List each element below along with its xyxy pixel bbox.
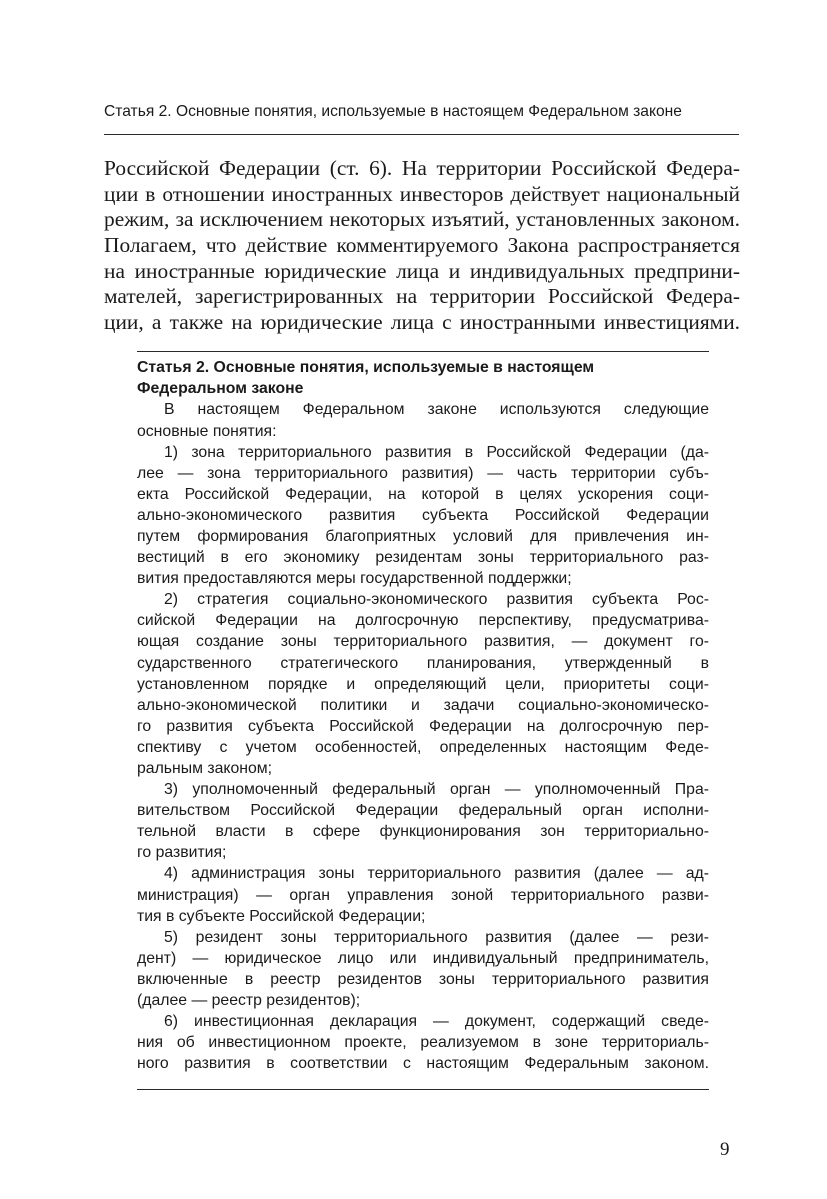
commentary-paragraph <box>104 156 740 336</box>
article-line: дент) — юридическое лицо или индивидуальный предприниматель, <box>137 949 709 967</box>
article-line: установленном порядке и определяющий цели, приоритеты соци- <box>137 675 709 693</box>
article-line: ально-экономической политики и задачи социально-экономическо- <box>137 696 709 714</box>
article-line: включенные в реестр резидентов зоны территориального развития <box>137 970 709 988</box>
article-line: екта Российской Федерации, на которой в целях ускорения соци- <box>137 485 709 503</box>
paragraph-line: Российской Федерации (ст. 6). На территории Российской Федера- <box>104 156 740 180</box>
article-line: тия в субъекте Российской Федерации; <box>137 907 426 925</box>
article-item-5 <box>137 927 709 1011</box>
article-line: сударственного стратегического планирования, утвержденный в <box>137 654 709 672</box>
article-intro <box>137 399 709 441</box>
article-item-2 <box>137 589 709 779</box>
article-item-1 <box>137 442 709 590</box>
article-item-3 <box>137 779 709 863</box>
paragraph-line: ции, а также на юридические лица с иностранными инвестициями. <box>104 310 740 335</box>
article-line: го развития субъекта Российской Федерации на долгосрочную пер- <box>137 717 709 735</box>
running-header: Статья 2. Основные понятия, используемые в настоящем Федеральном законе <box>104 103 682 120</box>
article-line: 1) зона территориального развития в Российской Федерации (да- <box>164 443 709 461</box>
article-line: ющая создание зоны территориального развития, — документ го- <box>137 633 709 651</box>
article-line: 3) уполномоченный федеральный орган — уполномоченный Пра- <box>164 781 709 799</box>
paragraph-line: ции в отношении иностранных инвесторов действует национальный <box>104 181 740 206</box>
article-text <box>137 357 709 1074</box>
article-line: спективу с учетом особенностей, определенных настоящим Феде- <box>137 738 709 756</box>
paragraph-line: на иностранные юридические лица и индивидуальных предприни- <box>104 258 740 283</box>
article-line: 2) стратегия социально-экономического развития субъекта Рос- <box>164 591 709 609</box>
article-line: (далее — реестр резидентов); <box>137 992 361 1010</box>
article-title-line: Статья 2. Основные понятия, используемые в настоящем <box>137 359 595 376</box>
paragraph-line: мателей, зарегистрированных на территории Российской Федера- <box>104 284 740 309</box>
article-line: 6) инвестиционная декларация — документ, содержащий сведе- <box>164 1013 709 1031</box>
article-line: вития предоставляются меры государственной поддержки; <box>137 570 572 588</box>
page-number: 9 <box>720 1139 730 1160</box>
paragraph-line: режим, за исключением некоторых изъятий, установленных законом. <box>104 207 740 232</box>
article-line: го развития; <box>137 844 227 862</box>
article-title <box>137 357 709 399</box>
article-line: ния об инвестиционном проекте, реализуемом в зоне территориаль- <box>137 1034 709 1052</box>
article-title-line: Федеральном законе <box>137 380 304 398</box>
article-item-6 <box>137 1011 709 1074</box>
article-item-4 <box>137 863 709 926</box>
article-line: лее — зона территориального развития) — часть территории субъ- <box>137 464 709 482</box>
article-line: 5) резидент зоны территориального развития (далее — рези- <box>164 928 709 946</box>
article-line: ральным законом; <box>137 760 273 777</box>
article-line: тельной власти в сфере функционирования зон территориально- <box>137 823 709 841</box>
article-line: вительством Российской Федерации федеральный орган исполни- <box>137 802 709 820</box>
header-rule <box>104 134 739 135</box>
article-line: 4) администрация зоны территориального развития (далее — ад- <box>164 865 709 883</box>
article-line: вестиций в его экономику резидентам зоны территориального раз- <box>137 549 709 567</box>
article-top-rule <box>137 351 709 352</box>
article-line: путем формирования благоприятных условий для привлечения ин- <box>137 527 709 545</box>
article-line: основные понятия: <box>137 422 277 440</box>
article-line: ально-экономического развития субъекта Российской Федерации <box>137 506 709 524</box>
article-bottom-rule <box>137 1089 709 1090</box>
article-line: министрация) — орган управления зоной территориального разви- <box>137 886 709 904</box>
article-line: ного развития в соответствии с настоящим Федеральным законом. <box>137 1055 709 1073</box>
article-line: сийской Федерации на долгосрочную перспективу, предусматрива- <box>137 612 709 630</box>
paragraph-line: Полагаем, что действие комментируемого Закона распространяется <box>104 233 740 258</box>
article-line: В настоящем Федеральном законе используются следующие <box>164 401 709 419</box>
